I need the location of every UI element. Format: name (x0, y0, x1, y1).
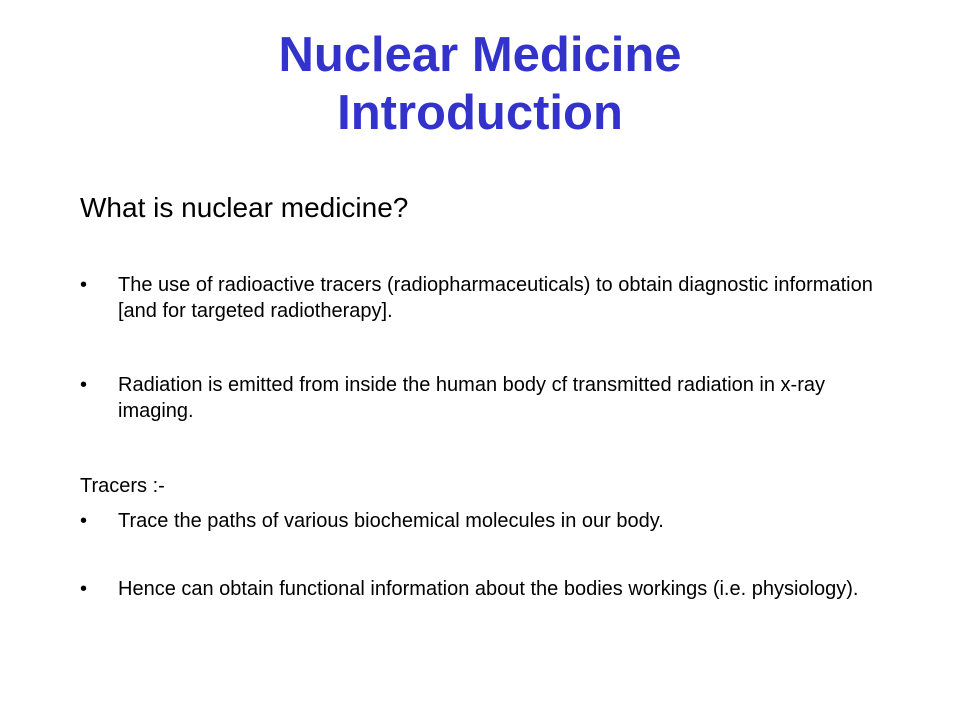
bullet-text: The use of radioactive tracers (radiopharmaceuticals) to obtain diagnostic information [and for targeted radiotherapy]. (118, 274, 873, 322)
bullet-text: Hence can obtain functional information about the bodies workings (i.e. physiology). (118, 578, 859, 600)
bullet-icon: • (80, 578, 88, 600)
slide-title (80, 26, 880, 142)
bullet-icon: • (80, 510, 88, 532)
tracers-heading: Tracers :- (80, 475, 165, 497)
bullet-icon: • (80, 374, 88, 396)
bullet-item (80, 508, 880, 534)
bullet-item (80, 576, 880, 602)
question-heading: What is nuclear medicine? (80, 192, 409, 223)
bullet-icon: • (80, 274, 88, 296)
title-line-2: Introduction (337, 86, 623, 140)
bullet-text: Radiation is emitted from inside the human body cf transmitted radiation in x-ray imaging. (118, 374, 826, 422)
title-line-1: Nuclear Medicine (278, 28, 682, 82)
bullet-text: Trace the paths of various biochemical molecules in our body. (118, 510, 664, 532)
bullet-item (80, 272, 880, 324)
bullet-item (80, 372, 880, 424)
